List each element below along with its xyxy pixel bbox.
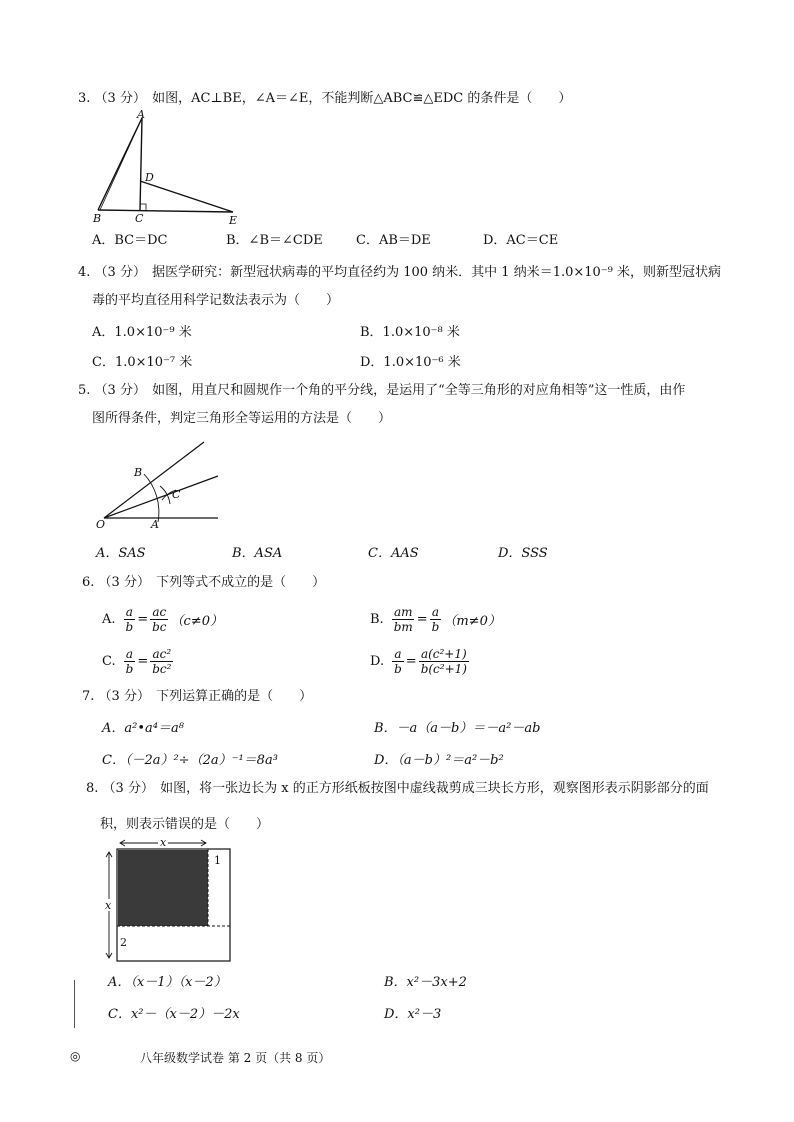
q6-option-c[interactable]: C. $\frac{a}{b}$ = $\frac{\text{ac²}}{\text{bc²}}$: [102, 646, 172, 676]
right-angle-mark: [140, 204, 146, 210]
question-5: [78, 380, 738, 430]
question-8-options: [78, 972, 738, 1032]
question-3-stem: [78, 88, 738, 110]
q8-option-c[interactable]: C．x²－（x－2）－2x: [108, 1007, 240, 1022]
q8-option-b[interactable]: B．x²－3x+2: [384, 975, 467, 990]
q6-option-b[interactable]: B. $\frac{am}{bm}$ = $\frac{a}{b}$ （m≠0）: [370, 604, 501, 634]
question-4: [78, 262, 738, 380]
label-A: A: [137, 108, 145, 121]
question-3-number: 3.: [78, 91, 91, 106]
question-3-text: 如图，AC⊥BE，∠A＝∠E，不能判断△ABC≌△EDC 的条件是（ ）: [152, 91, 572, 106]
label-A: A: [151, 518, 159, 530]
question-7-points: （3 分）: [98, 689, 150, 704]
q8-option-a[interactable]: A．（x－1）（x－2）: [108, 975, 227, 990]
label-O: O: [96, 518, 106, 530]
label-x-left: x: [105, 899, 112, 912]
q4-option-c[interactable]: C．1.0×10⁻⁷ 米: [92, 355, 193, 370]
q5-option-c[interactable]: C．AAS: [368, 546, 419, 561]
question-8-stem: [78, 778, 738, 800]
question-4-text-1: 据医学研究：新型冠状病毒的平均直径约为 100 纳米．其中 1 纳米＝1.0×10⁻⁹ 米，则新型冠状病: [152, 265, 722, 280]
question-5-text-1: 如图，用直尺和圆规作一个角的平分线，是运用了“全等三角形的对应角相等”这一性质，由作: [152, 383, 686, 398]
q3-option-c[interactable]: C．AB＝DE: [356, 233, 431, 248]
question-4-number: 4.: [78, 265, 91, 280]
segment-BE: [98, 210, 233, 212]
question-7-stem: [78, 686, 738, 708]
q6-option-d[interactable]: D. $\frac{a}{b}$ = $\frac{\text{a(c²+1)}}{\text{b(c²+1)}}$: [370, 646, 467, 676]
question-5-number: 5.: [78, 383, 91, 398]
question-7-number: 7.: [82, 689, 95, 704]
q5-option-b[interactable]: B．ASA: [232, 546, 283, 561]
question-3-points: （3 分）: [94, 91, 146, 106]
question-4-stem: [78, 262, 738, 284]
question-5-stem: [78, 380, 738, 402]
label-D: D: [145, 171, 154, 184]
binding-margin-line: [74, 980, 75, 1028]
ray-OB: [104, 442, 204, 518]
question-6-text: 下列等式不成立的是（ ）: [156, 575, 326, 590]
label-B: B: [93, 212, 102, 225]
question-8-figure: [100, 836, 236, 964]
question-3: [78, 88, 738, 110]
q5-option-d[interactable]: D．SSS: [498, 546, 548, 561]
q4-option-b[interactable]: B．1.0×10⁻⁸ 米: [360, 325, 460, 340]
question-5-figure: [96, 434, 226, 530]
q7-option-d[interactable]: D．（a－b）²＝a²－b²: [374, 753, 504, 768]
question-6: [78, 572, 738, 594]
question-3-options: [78, 230, 738, 258]
footer-page-info: 八年级数学试卷 第 2 页（共 8 页）: [140, 1051, 331, 1065]
question-8-text-1: 如图，将一张边长为 x 的正方形纸板按图中虚线裁剪成三块长方形，观察图形表示阴影部分的面: [160, 781, 709, 796]
shaded-region: [118, 850, 208, 926]
question-3-figure: [88, 108, 278, 230]
question-7: [78, 686, 738, 778]
question-5-points: （3 分）: [94, 383, 146, 398]
q7-option-a[interactable]: A．a²•a⁴＝a⁸: [102, 721, 184, 736]
question-5-text-2: 图所得条件，判定三角形全等运用的方法是（ ）: [92, 411, 392, 426]
question-6-points: （3 分）: [98, 575, 150, 590]
question-8-number: 8.: [86, 781, 99, 796]
question-7-text: 下列运算正确的是（ ）: [156, 689, 313, 704]
question-4-text-2: 毒的平均直径用科学记数法表示为（ ）: [92, 293, 340, 308]
q4-option-d[interactable]: D．1.0×10⁻⁶ 米: [360, 355, 461, 370]
segment-DE: [140, 181, 233, 212]
label-C: C: [135, 212, 144, 225]
label-2: 2: [120, 936, 127, 949]
label-1: 1: [214, 854, 221, 867]
segment-AB-inner: [100, 118, 142, 210]
q6-option-a[interactable]: A. $\frac{a}{b}$ = $\frac{ac}{bc}$ （c≠0）: [102, 604, 223, 634]
question-6-stem: [78, 572, 738, 594]
question-8-points: （3 分）: [102, 781, 154, 796]
label-x-top: x: [160, 836, 167, 849]
question-6-number: 6.: [82, 575, 95, 590]
footer-mark: ◎: [70, 1049, 81, 1063]
q7-option-c[interactable]: C．（－2a）²÷（2a）⁻¹＝8a³: [102, 753, 278, 768]
label-B: B: [134, 466, 143, 479]
q3-option-a[interactable]: A．BC＝DC: [92, 233, 168, 248]
question-4-points: （3 分）: [94, 265, 146, 280]
q5-option-a[interactable]: A．SAS: [96, 546, 146, 561]
q8-option-d[interactable]: D．x²－3: [384, 1007, 442, 1022]
q4-option-a[interactable]: A．1.0×10⁻⁹ 米: [92, 325, 192, 340]
q3-option-b[interactable]: B．∠B＝∠CDE: [226, 233, 323, 248]
question-8: [78, 778, 738, 836]
label-E: E: [229, 214, 238, 227]
q7-option-b[interactable]: B．－a（a－b）＝－a²－ab: [374, 721, 541, 736]
ray-OC: [104, 476, 218, 518]
question-8-text-2: 积，则表示错误的是（ ）: [100, 817, 270, 832]
question-5-options: [78, 543, 738, 571]
segment-AC: [140, 118, 142, 210]
label-C: C: [172, 488, 181, 501]
q3-option-d[interactable]: D．AC＝CE: [483, 233, 559, 248]
